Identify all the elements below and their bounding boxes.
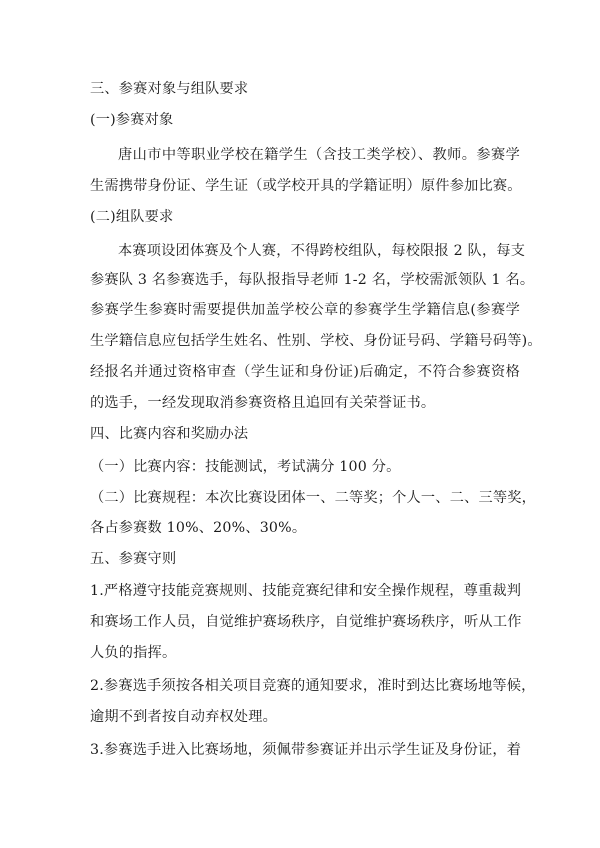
list-item-continued: 各占参赛数 10%、20%、30%。 — [90, 520, 307, 536]
paragraph-line: 生需携带身份证、学生证（或学校开具的学籍证明）原件参加比赛。 — [90, 178, 522, 194]
rule-line: 3.参赛选手进入比赛场地，须佩带参赛证并出示学生证及身份证，着 — [90, 742, 522, 758]
subheading-team-requirements: (二)组队要求 — [90, 209, 174, 225]
paragraph-line: 参赛队 3 名参赛选手，每队报指导老师 1-2 名，学校需派领队 1 名。 — [90, 272, 535, 288]
rule-line: 逾期不到者按自动弃权处理。 — [90, 709, 278, 725]
rule-line: 1.严格遵守技能竞赛规则、技能竞赛纪律和安全操作规程，尊重裁判 — [90, 583, 522, 599]
paragraph-line: 唐山市中等职业学校在籍学生（含技工类学校）、教师。参赛学 — [118, 147, 520, 163]
subheading-participants: (一)参赛对象 — [90, 112, 174, 128]
paragraph-line: 的选手，一经发现取消参赛资格且追回有关荣誉证书。 — [90, 395, 436, 411]
paragraph-line: 生学籍信息应包括学生姓名、性别、学校、身份证号码、学籍号码等)。 — [90, 333, 542, 349]
paragraph-line: 参赛学生参赛时需要提供加盖学校公章的参赛学生学籍信息(参赛学 — [90, 302, 520, 318]
paragraph-line: 经报名并通过资格审查（学生证和身份证)后确定，不符合参赛资格 — [90, 364, 520, 380]
section-heading-rules: 五、参赛守则 — [90, 551, 177, 567]
section-heading-content-awards: 四、比赛内容和奖励办法 — [90, 426, 249, 442]
rule-line: 和赛场工作人员，自觉维护赛场秩序，自觉维护赛场秩序，听从工作 — [90, 614, 522, 630]
section-heading-participants: 三、参赛对象与组队要求 — [90, 81, 249, 97]
rule-line: 人负的指挥。 — [90, 645, 177, 661]
list-item: （二）比赛规程：本次比赛设团体一、二等奖；个人一、二、三等奖， — [90, 490, 537, 506]
list-item: （一）比赛内容：技能测试，考试满分 100 分。 — [90, 459, 401, 475]
rule-line: 2.参赛选手须按各相关项目竞赛的通知要求，准时到达比赛场地等候， — [90, 678, 536, 694]
paragraph-line: 本赛项设团体赛及个人赛，不得跨校组队，每校限报 2 队，每支 — [118, 243, 526, 259]
